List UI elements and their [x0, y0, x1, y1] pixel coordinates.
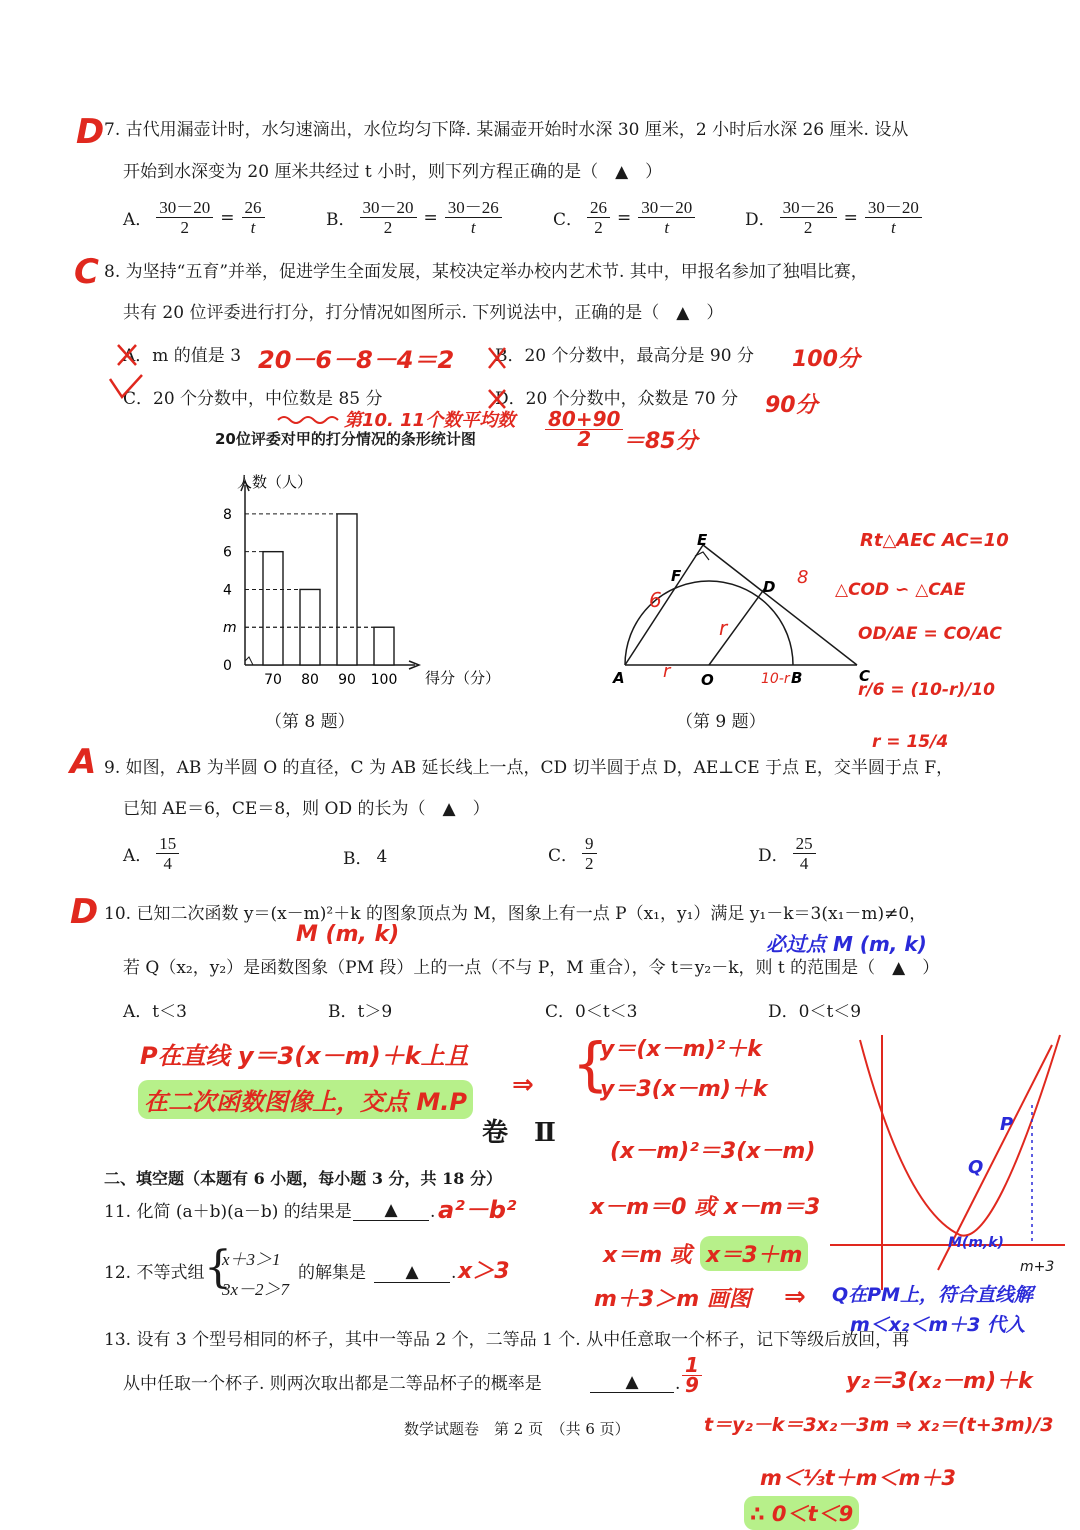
- q8-note-c2-result: ＝85分: [623, 429, 698, 454]
- fraction: [445, 198, 502, 237]
- q9-option-d: [758, 834, 816, 873]
- q12-pre: 12. 不等式组: [104, 1263, 205, 1283]
- q10-note-q2: m＜x₂＜m＋3 代入: [850, 1314, 1026, 1336]
- point-b: B: [791, 669, 803, 687]
- q9-option-a: [123, 834, 179, 873]
- q11-text: 11. 化简 (a＋b)(a－b) 的结果是: [104, 1202, 352, 1222]
- q10-note-m: M (m, k): [296, 922, 400, 947]
- q9-note-2: △COD ∽ △CAE: [835, 580, 966, 600]
- q8-note-a: 20－6－8－4＝2: [258, 346, 455, 374]
- q12-post: 的解集是: [298, 1263, 366, 1283]
- fraction-numerator: 1: [682, 1356, 702, 1376]
- q10-line2: 若 Q（x₂，y₂）是函数图象（PM 段）上的一点（不与 P，M 重合），令 t＝y₂－k，则 t 的范围是（ ▲ ）: [123, 958, 940, 978]
- q8-option-b: B．20 个分数中，最高分是 90 分: [495, 346, 754, 366]
- q10-note-line1: P在直线 y＝3(x－m)＋k上且: [140, 1042, 469, 1070]
- fraction: [638, 198, 695, 237]
- q13-line1: 13. 设有 3 个型号相同的杯子，其中一等品 2 个，二等品 1 个. 从中任意取一个杯子，记下等级后放回，再: [104, 1330, 910, 1350]
- q10-note-eq3a: x＝m 或: [603, 1243, 692, 1268]
- y-tick-label: 0: [223, 658, 232, 674]
- q10-note-t: t＝y₂－k＝3x₂－3m ⇒ x₂＝(t+3m)/3: [704, 1414, 1054, 1436]
- fraction: [582, 834, 597, 873]
- q9-option-c: [548, 834, 597, 873]
- q10-note-y2: y₂＝3(x₂－m)＋k: [846, 1369, 1033, 1394]
- q10-brace: {: [572, 1030, 609, 1098]
- q8-note-c: 第10. 11个数平均数: [344, 410, 516, 431]
- graph-label-q: Q: [968, 1157, 984, 1178]
- option-label: D．: [745, 210, 776, 230]
- q8-line1: 8. 为坚持“五育”并举，促进学生全面发展，某校决定举办校内艺术节. 其中，甲报名参加了独唱比赛，: [104, 262, 868, 282]
- q8-note-b: 100分: [792, 347, 860, 372]
- fraction-numerator: 30－26: [780, 198, 837, 218]
- q7-line2: 开始到水深变为 20 厘米共经过 t 小时，则下列方程正确的是（ ▲ ）: [123, 162, 663, 182]
- x-tick-label: 80: [301, 672, 319, 688]
- point-f: F: [671, 567, 682, 585]
- option-label: A．: [123, 846, 153, 866]
- note-ao: r: [663, 661, 671, 682]
- q12-brace: {: [204, 1242, 232, 1293]
- q9-note-5: r = 15/4: [872, 732, 949, 752]
- q10-note-line2: 在二次函数图像上，交点 M.P: [138, 1080, 473, 1119]
- fraction: [242, 198, 265, 237]
- fraction-numerator: 26: [242, 198, 265, 218]
- y-tick-label: 8: [223, 506, 232, 523]
- y-tick-label: 6: [223, 544, 232, 561]
- fraction-numerator: 25: [793, 834, 816, 854]
- q8-note-d: 90分: [765, 393, 818, 418]
- q10-option-c: C．0＜t＜3: [545, 1002, 638, 1022]
- q10-note-sys2: y＝3(x－m)＋k: [600, 1077, 768, 1102]
- q10-note-blue: 必过点 M (m, k): [766, 932, 927, 956]
- q10-arrow-2: ⇒: [784, 1282, 806, 1312]
- q10-note-eq3b: x＝3＋m: [700, 1236, 808, 1271]
- q13-blank[interactable]: ▲: [590, 1372, 674, 1393]
- fraction-numerator: 80+90: [545, 410, 623, 430]
- part2-heading: 卷 Ⅱ: [482, 1118, 556, 1148]
- q8-cross-marks-right: [485, 340, 525, 415]
- fraction-denominator: 2: [577, 427, 592, 451]
- fraction-numerator: 26: [587, 198, 610, 218]
- fraction-numerator: 30－26: [445, 198, 502, 218]
- q8-caption: （第 8 题）: [265, 712, 355, 732]
- fraction-denominator: 2: [803, 218, 813, 237]
- q9-note-1: Rt△AEC AC=10: [860, 530, 1009, 551]
- q10-note-sys1: y＝(x－m)²＋k: [600, 1037, 762, 1062]
- note-af: 6: [649, 588, 662, 612]
- bar-90: [337, 514, 357, 665]
- q8-squiggle: [276, 412, 342, 426]
- fraction-denominator: t: [250, 218, 256, 237]
- q7-option-a: A． $\frac{30-20}{2}$ = $\frac{26}{t}$: [123, 198, 265, 237]
- point-a: A: [613, 669, 625, 687]
- q7-option-d: D． $\frac{30-26}{2}$ = $\frac{30-20}{t}$: [745, 198, 922, 237]
- graph-label-m3: m+3: [1020, 1259, 1055, 1275]
- page-footer: 数学试题卷 第 2 页 （共 6 页）: [404, 1420, 630, 1438]
- option-label: A．: [123, 210, 153, 230]
- option-label: B．: [343, 849, 373, 869]
- q9-note-3: OD/AE = CO/AC: [858, 624, 1002, 644]
- note-ob: 10-r: [761, 671, 790, 687]
- q13-answer: [682, 1353, 702, 1397]
- q11-blank[interactable]: ▲: [353, 1200, 429, 1221]
- q10-line1: 10. 已知二次函数 y＝(x－m)²＋k 的图象顶点为 M，图象上有一点 P（x₁，y₁）满足 y₁－k＝3(x₁－m)≠0，: [104, 904, 927, 924]
- q10-note-eq2: x－m＝0 或 x－m＝3: [590, 1195, 821, 1220]
- option-label: C．: [548, 846, 579, 866]
- q10-note-eq1: (x－m)²＝3(x－m): [610, 1139, 816, 1164]
- fraction: [156, 834, 179, 873]
- fraction-denominator: 2: [180, 218, 190, 237]
- q10-option-d: D．0＜t＜9: [768, 1002, 862, 1022]
- q10-option-b: B．t＞9: [328, 1002, 393, 1022]
- fraction-numerator: 30－20: [156, 198, 213, 218]
- q7-answer-mark: D: [76, 112, 105, 152]
- fraction-denominator: t: [891, 218, 896, 237]
- q10-arrow-1: ⇒: [512, 1070, 534, 1100]
- point-e: E: [697, 531, 708, 549]
- q10-graph: [820, 1025, 1070, 1295]
- fraction-denominator: 4: [799, 854, 809, 873]
- x-axis-label: 得分（分）: [425, 669, 501, 687]
- q8-option-a: A．m 的值是 3: [123, 346, 242, 366]
- q9-option-b: [343, 844, 387, 869]
- option-label: C．: [553, 210, 584, 230]
- point-d: D: [763, 578, 776, 596]
- fraction-denominator: 2: [594, 218, 603, 237]
- fraction: [156, 198, 213, 237]
- option-label: B．: [326, 210, 356, 230]
- point-c: C: [859, 667, 871, 685]
- note-od: r: [719, 616, 728, 640]
- part2-section: 二、填空题（本题有 6 小题，每小题 3 分，共 18 分）: [104, 1169, 502, 1188]
- fraction-denominator: 9: [685, 1373, 699, 1397]
- q8-note-c2: [545, 407, 623, 451]
- q8-option-c: C．20 个分数中，中位数是 85 分: [123, 389, 383, 409]
- q10-note-eq4: m＋3＞m 画图: [594, 1287, 751, 1312]
- q10-note-q: Q在PM上，符合直线解: [832, 1284, 1033, 1306]
- q10-answer-mark: D: [70, 892, 99, 932]
- fraction: [780, 198, 837, 237]
- q9-note-4: r/6 = (10-r)/10: [858, 680, 996, 700]
- note-dc: 8: [797, 567, 809, 588]
- q12-row1: x＋3＞1: [222, 1250, 281, 1269]
- point-o: O: [701, 671, 714, 689]
- fraction: [865, 198, 922, 237]
- q10-note-ineq: m＜⅓t＋m＜m＋3: [760, 1466, 957, 1490]
- q12-row2: 3x－2＞7: [222, 1280, 290, 1299]
- q9-answer-mark: A: [70, 742, 97, 782]
- bar-100: [374, 627, 394, 665]
- q9-line1: 9. 如图，AB 为半圆 O 的直径，C 为 AB 延长线上一点，CD 切半圆于点 D，AE⊥CE 于点 E，交半圆于点 F，: [104, 758, 954, 778]
- q12-answer: x＞3: [458, 1259, 510, 1284]
- q9-line2: 已知 AE＝6，CE＝8，则 OD 的长为（ ▲ ）: [123, 799, 490, 819]
- x-tick-label: 90: [338, 672, 356, 688]
- option-value: 4: [376, 846, 388, 867]
- fraction-denominator: 2: [585, 854, 594, 873]
- y-tick-label: 4: [223, 582, 232, 599]
- graph-label-p: P: [1000, 1114, 1014, 1135]
- fraction-denominator: t: [470, 218, 476, 237]
- fraction-numerator: 9: [582, 834, 597, 854]
- q10-option-a: A．t＜3: [123, 1002, 187, 1022]
- bar-chart: [195, 465, 525, 695]
- fraction-numerator: 30－20: [638, 198, 695, 218]
- fraction: [360, 198, 417, 237]
- q13-line2: 从中任取一个杯子. 则两次取出都是二等品杯子的概率是: [123, 1374, 542, 1394]
- graph-label-m: M(m,k): [948, 1235, 1004, 1251]
- option-label: D．: [758, 846, 789, 866]
- q10-note-result: ∴ 0＜t＜9: [744, 1496, 859, 1530]
- x-tick-label: 100: [370, 672, 398, 688]
- q11-answer: a²－b²: [438, 1196, 517, 1224]
- fraction-denominator: 2: [383, 218, 393, 237]
- q9-caption: （第 9 题）: [676, 712, 766, 732]
- fraction-denominator: 4: [163, 854, 173, 873]
- fraction: [587, 198, 610, 237]
- x-tick-label: 70: [264, 672, 282, 688]
- fraction-denominator: t: [664, 218, 670, 237]
- q12-blank[interactable]: ▲: [374, 1262, 450, 1283]
- bar-70: [263, 552, 283, 665]
- q7-line1: 7. 古代用漏壶计时，水匀速滴出，水位均匀下降. 某漏壶开始时水深 30 厘米，2 小时后水深 26 厘米. 设从: [104, 120, 909, 140]
- q8-line2: 共有 20 位评委进行打分，打分情况如图所示. 下列说法中，正确的是（ ▲ ）: [123, 303, 724, 323]
- q8-answer-mark: C: [74, 252, 99, 292]
- q8-option-d: D．20 个分数中，众数是 70 分: [495, 389, 739, 409]
- fraction-numerator: 15: [156, 834, 179, 854]
- q7-option-b: B． $\frac{30-20}{2}$ = $\frac{30-26}{t}$: [326, 198, 502, 237]
- q9-figure: [605, 525, 895, 695]
- chart-title: 20位评委对甲的打分情况的条形统计图: [215, 430, 476, 448]
- q7-option-c: C． $\frac{26}{2}$ = $\frac{30-20}{t}$: [553, 198, 695, 237]
- fraction: [793, 834, 816, 873]
- fraction-numerator: 30－20: [865, 198, 922, 218]
- fraction-numerator: 30－20: [360, 198, 417, 218]
- y-axis-label: 人数（人）: [237, 473, 313, 491]
- y-tick-label: m: [223, 620, 237, 637]
- axis-break: [245, 657, 253, 665]
